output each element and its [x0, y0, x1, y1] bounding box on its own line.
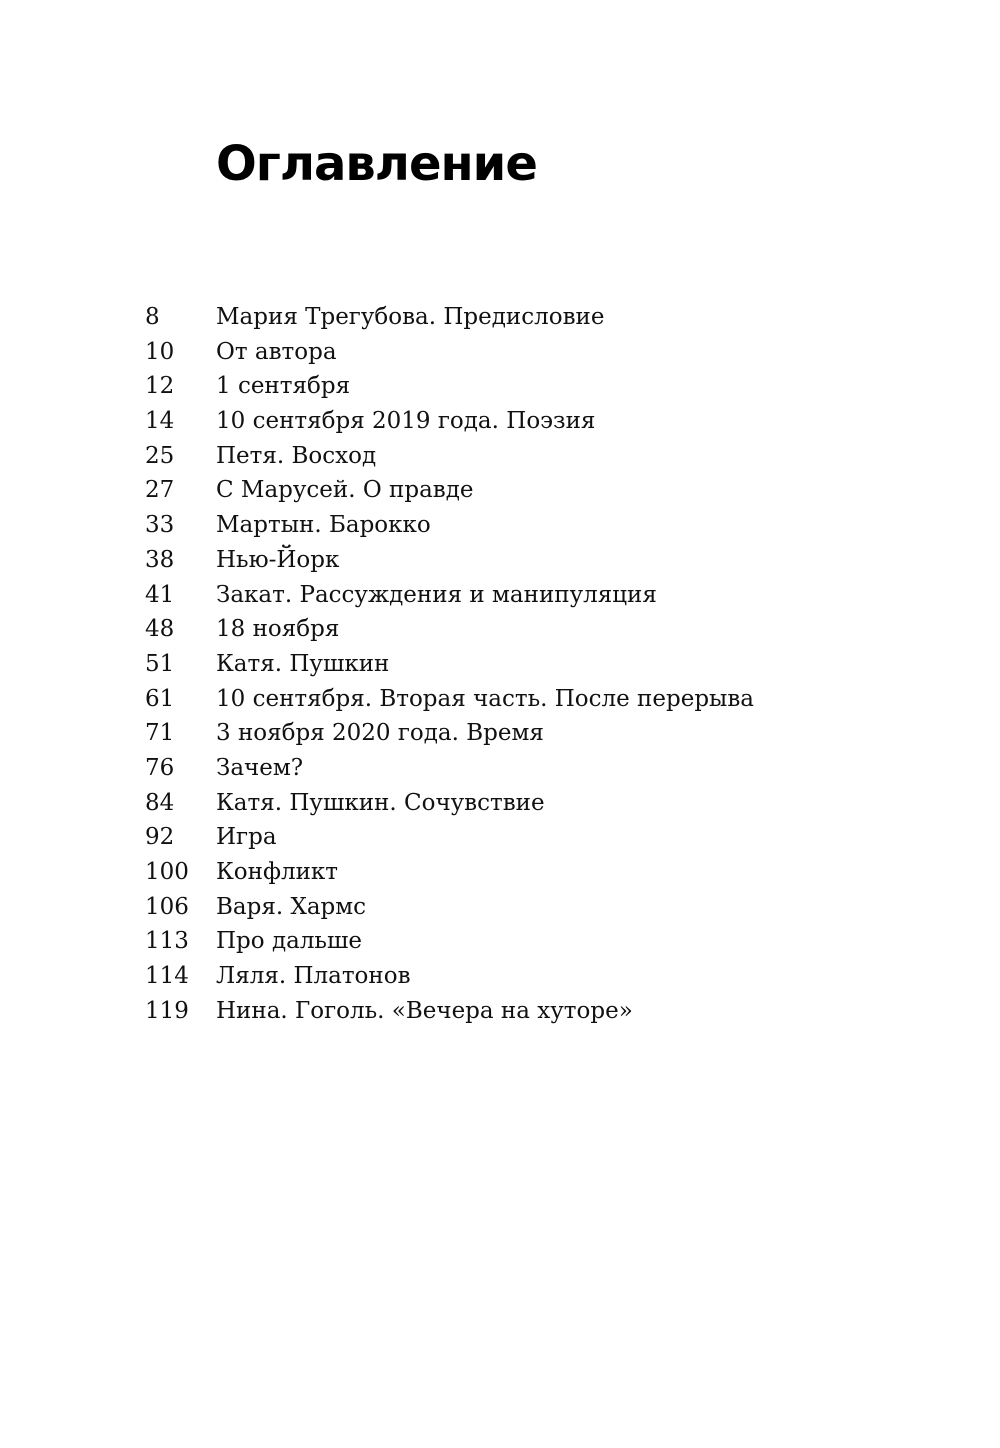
toc-page-number: 10 [145, 338, 175, 365]
toc-entry-title: С Марусей. О правде [216, 477, 474, 504]
toc-page-number: 41 [145, 581, 175, 608]
toc-entry-title: 18 ноября [216, 616, 340, 643]
toc-page-number: 84 [145, 789, 175, 816]
toc-entry [0, 404, 1000, 439]
toc-entry-title: Про дальше [216, 928, 362, 955]
toc-entry [0, 439, 1000, 474]
toc-entry [0, 682, 1000, 717]
toc-entry [0, 786, 1000, 821]
toc-entry [0, 855, 1000, 890]
toc-page-number: 33 [145, 512, 175, 539]
toc-entry-title: Конфликт [216, 859, 339, 885]
toc-page-number: 12 [145, 373, 175, 400]
toc-entry [0, 473, 1000, 508]
toc-entry [0, 994, 1000, 1029]
toc-entry [0, 647, 1000, 682]
toc-entry [0, 820, 1000, 855]
toc-entry [0, 924, 1000, 959]
toc-entry [0, 959, 1000, 994]
toc-entry [0, 716, 1000, 751]
toc-entry [0, 751, 1000, 786]
toc-entry [0, 300, 1000, 335]
toc-entry-title: 1 сентября [216, 373, 351, 400]
toc-entry-title: Варя. Хармс [216, 893, 367, 920]
toc-page-number: 92 [145, 824, 175, 851]
toc-page-number: 48 [145, 616, 175, 643]
toc-page-number: 106 [145, 893, 189, 920]
toc-entry-title: Мартын. Барокко [216, 512, 431, 539]
toc-entry-title: 10 сентября 2019 года. Поэзия [216, 408, 596, 435]
toc-entry [0, 335, 1000, 370]
toc-entry-title: 3 ноября 2020 года. Время [216, 720, 544, 747]
toc-entry-title: Мария Трегубова. Предисловие [216, 304, 605, 330]
toc-entry-title: Катя. Пушкин. Сочувствие [216, 789, 545, 816]
toc-entry-title: От автора [216, 338, 337, 365]
toc-page-number: 113 [145, 928, 189, 955]
toc-entry-title: Игра [216, 824, 277, 851]
toc-page-number: 100 [145, 859, 189, 885]
toc-entry-title: Нина. Гоголь. «Вечера на хуторе» [216, 997, 633, 1024]
toc-entry-title: Катя. Пушкин [216, 650, 390, 677]
toc-entry [0, 890, 1000, 925]
toc-page-number: 27 [145, 477, 175, 504]
toc-entry-title: Нью-Йорк [216, 546, 340, 573]
toc-entry-title: Закат. Рассуждения и манипуляция [216, 581, 657, 608]
toc-entry-title: Петя. Восход [216, 442, 377, 469]
toc-entry-title: Зачем? [216, 754, 304, 781]
page-title: Оглавление [216, 136, 537, 192]
toc-page-number: 119 [145, 997, 189, 1024]
toc-page-number: 51 [145, 650, 175, 677]
toc-entry [0, 578, 1000, 613]
toc-entry [0, 508, 1000, 543]
toc-entry-title: 10 сентября. Вторая часть. После перерыва [216, 685, 755, 712]
toc-entry [0, 612, 1000, 647]
toc-page-number: 61 [145, 685, 175, 712]
toc-page-number: 38 [145, 546, 175, 573]
toc-page-number: 76 [145, 754, 175, 781]
toc-entry [0, 543, 1000, 578]
toc-page-number: 114 [145, 963, 189, 990]
toc-page-number: 14 [145, 408, 175, 435]
toc-entry-title: Ляля. Платонов [216, 963, 411, 990]
toc-entry [0, 369, 1000, 404]
toc-page-number: 8 [145, 304, 160, 330]
toc-page-number: 71 [145, 720, 175, 747]
table-of-contents [0, 300, 1000, 1028]
toc-page-number: 25 [145, 442, 175, 469]
